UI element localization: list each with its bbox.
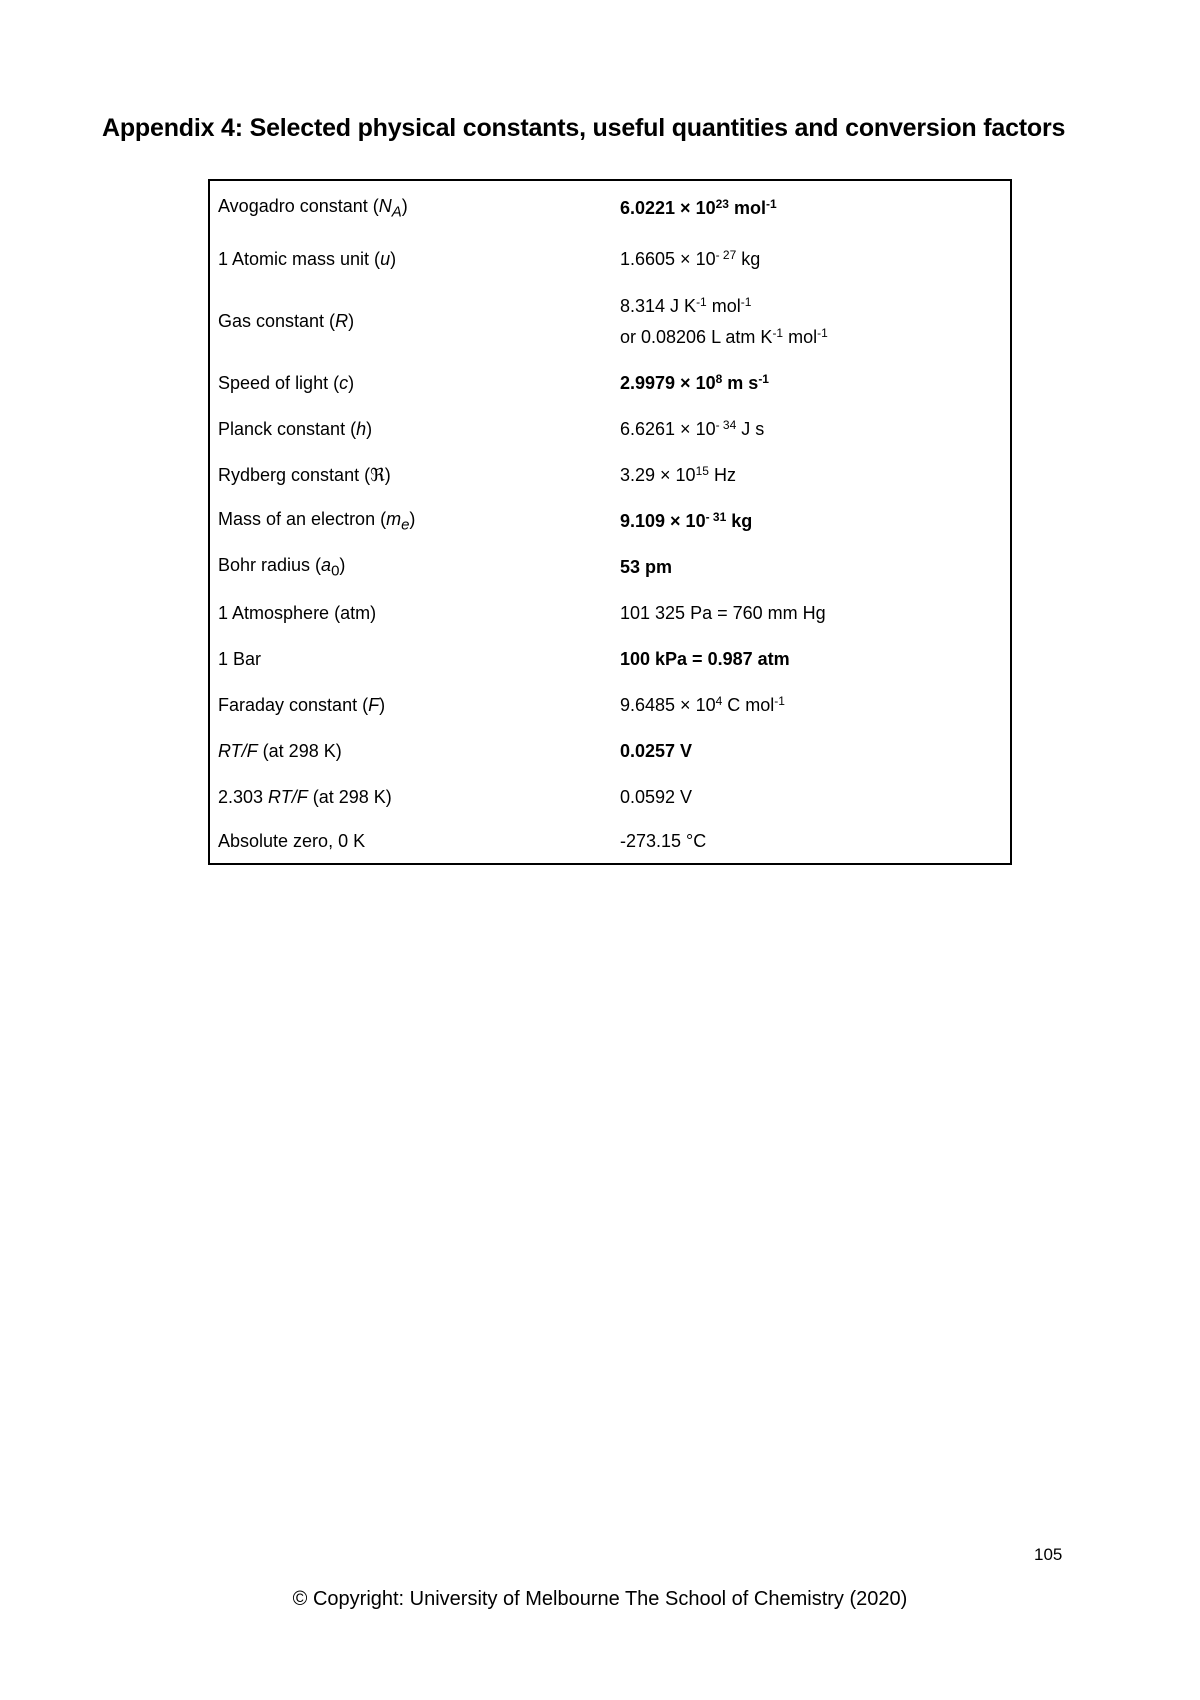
table-row (210, 407, 1010, 453)
table-row (210, 453, 1010, 499)
table-row (210, 361, 1010, 407)
quantity-cell: Absolute zero, 0 K (218, 831, 366, 852)
page-title: Appendix 4: Selected physical constants, useful quantities and conversion factors (102, 114, 1066, 142)
value-cell: $9.109 \times 10^{- 31}$ kg (620, 510, 753, 532)
table-row (210, 729, 1010, 775)
quantity-cell: Planck constant (h) (218, 419, 373, 440)
table-row (210, 181, 1010, 237)
quantity-cell: 1 Bar (218, 649, 262, 670)
table-row (210, 283, 1010, 361)
table-row (210, 821, 1010, 863)
constants-table (208, 179, 1012, 865)
copyright-footer: © Copyright: University of Melbourne The School of Chemistry (2020) (292, 1588, 908, 1610)
value-cell: 53 pm (620, 557, 673, 578)
quantity-cell: RT/F (at 298 K) (218, 741, 342, 762)
table-row (210, 237, 1010, 283)
value-cell: $2.9979 \times 10^8$ m $s^{-1}$ (620, 372, 769, 394)
table-row (210, 775, 1010, 821)
value-cell: 100 kPa = 0.987 atm (620, 649, 790, 670)
value-cell: $3.29 \times 10^{15}$ Hz (620, 464, 736, 486)
value-cell: 101 325 Pa = 760 mm Hg (620, 603, 826, 624)
table-row (210, 499, 1010, 545)
value-cell: $9.6485 \times 10^4$ C mol$^{-1}$ (620, 694, 785, 716)
table-row (210, 591, 1010, 637)
quantity-cell: Bohr radius $(a_0)$ (218, 555, 346, 581)
page-number: 105 (1034, 1545, 1063, 1564)
table-row (210, 545, 1010, 591)
quantity-cell: Gas constant (R) (218, 311, 355, 332)
quantity-cell: Avogadro constant $(N_A)$ (218, 196, 408, 222)
value-cell: $6.0221 \times 10^{23}$ mol$^{-1}$ (620, 197, 777, 219)
quantity-cell: Mass of an electron $(m_e)$ (218, 509, 416, 535)
quantity-cell: 1 Atomic mass unit (u) (218, 249, 397, 270)
value-cell: $1.6605 \times 10^{- 27}$ kg (620, 248, 761, 270)
table-row (210, 683, 1010, 729)
quantity-cell: Faraday constant (F) (218, 695, 386, 716)
quantity-cell: 1 Atmosphere (atm) (218, 603, 377, 624)
value-cell: 8.314 J $K^{-1}$ mol$^{-1}$ or 0.08206 L atm $K^{-1}$ mol$^{-1}$ (620, 294, 828, 347)
value-cell: $6.6261 \times 10^{- 34}$ J s (620, 418, 765, 440)
quantity-cell: Speed of light (c) (218, 373, 355, 394)
quantity-cell: Rydberg constant (ℜ) (218, 465, 391, 486)
table-row (210, 637, 1010, 683)
value-cell: 0.0592 V (620, 787, 693, 808)
quantity-cell: 2.303 RT/F (at 298 K) (218, 787, 392, 808)
value-cell: -273.15 °C (620, 831, 707, 852)
value-cell: 0.0257 V (620, 741, 693, 762)
